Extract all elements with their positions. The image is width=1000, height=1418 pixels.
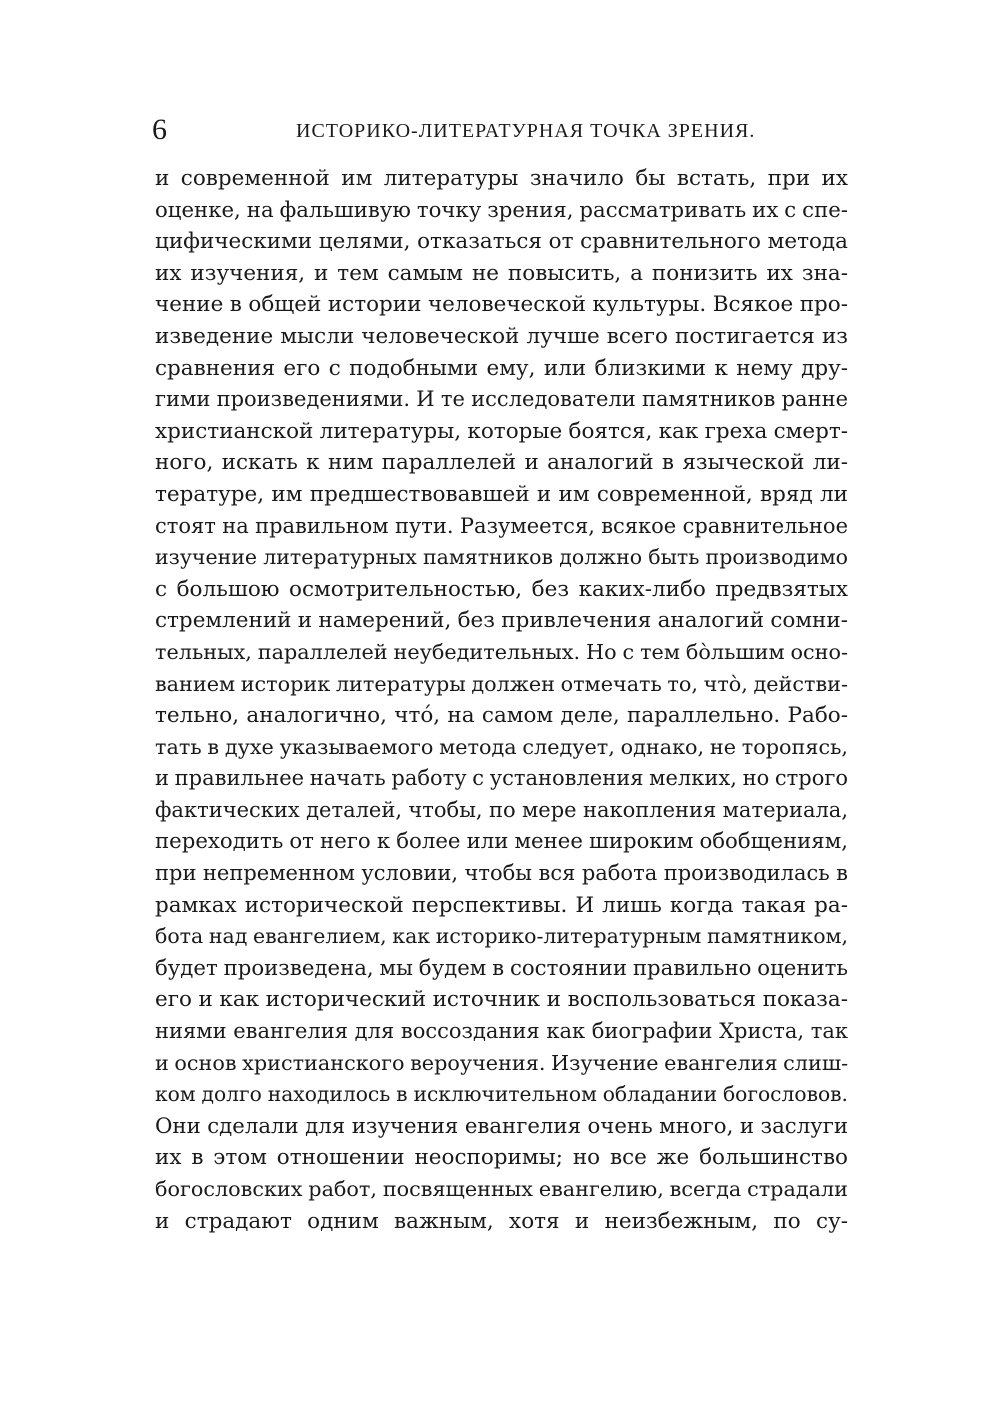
text-line: изучение литературных памятников должно быть производимо [155, 545, 848, 570]
text-line: переходить от него к более или менее широким обобщениям, [155, 829, 848, 855]
text-line: стоят на правильном пути. Разумеется, всякое сравнительное [155, 513, 848, 538]
text-line: их в этом отношении неоспоримы; но все же большинство [155, 1145, 848, 1171]
text-line: ком долго находилось в исключительном обладании богословов. [155, 1082, 848, 1107]
text-line: тературе, им предшествовавшей и им современной, вряд ли [155, 481, 848, 507]
text-line: стремлений и намерений, без привлечения аналогий сомни- [155, 608, 848, 634]
running-head-title: ИСТОРИКО-ЛИТЕРАТУРНАЯ ТОЧКА ЗРЕНИЯ. [296, 120, 756, 142]
text-line: сравнения его с подобными ему, или близкими к нему дру- [155, 355, 848, 381]
text-line: рамках исторической перспективы. И лишь когда такая ра- [155, 892, 848, 918]
text-line: тать в духе указываемого метода следует, однако, не торопясь, [155, 734, 848, 759]
text-line: фактических деталей, чтобы, по мере накопления материала, [155, 797, 848, 822]
text-line: при непременном условии, чтобы вся работа производилась в [155, 861, 848, 886]
text-line: бота над евангелием, как историко-литературным памятником, [155, 924, 848, 949]
text-line: будет произведена, мы будем в состоянии правильно оценить [155, 955, 848, 981]
text-line: ного, искать к ним параллелей и аналогий в языческой ли- [155, 450, 848, 476]
text-line: христианской литературы, которые боятся, как греха смерт- [155, 418, 848, 444]
text-line: и страдают одним важным, хотя и неизбежным, по су- [155, 1208, 848, 1234]
text-line: оценке, на фальшивую точку зрения, рассматривать их с спе- [155, 197, 848, 223]
body-paragraph [155, 163, 848, 1237]
page-number: 6 [152, 113, 167, 146]
text-line: и основ христианского вероучения. Изучение евангелия слиш- [155, 1050, 849, 1075]
text-line: и правильнее начать работу с установления мелких, но строго [155, 766, 848, 791]
text-line: их изучения, и тем самым не повысить, а понизить их зна- [155, 260, 848, 286]
text-line: изведение мысли человеческой лучше всего постигается из [155, 323, 848, 349]
text-line: гими произведениями. И те исследователи памятников ранне [155, 387, 848, 412]
text-line: и современной им литературы значило бы встать, при их [155, 166, 848, 191]
text-line: ванием историк литературы должен отмечать то, что̀, действи- [155, 671, 848, 696]
text-line: чение в общей истории человеческой культуры. Всякое про- [155, 292, 848, 318]
text-line: Они сделали для изучения евангелия очень много, и заслуги [155, 1113, 848, 1139]
text-line: ниями евангелия для воссоздания как биографии Христа, так [155, 1019, 848, 1044]
text-line: тельно, аналогично, что́, на самом деле, параллельно. Рабо- [155, 703, 848, 729]
text-line: с большою осмотрительностью, без каких-либо предвзятых [155, 576, 848, 602]
text-line: цифическими целями, отказаться от сравнительного метода [155, 229, 848, 255]
text-line: его и как исторический источник и воспользоваться показа- [155, 987, 848, 1013]
text-line: тельных, параллелей неубедительных. Но с тем бо̀льшим осно- [155, 639, 848, 664]
text-line: богословских работ, посвященных евангелию, всегда страдали [155, 1177, 848, 1201]
